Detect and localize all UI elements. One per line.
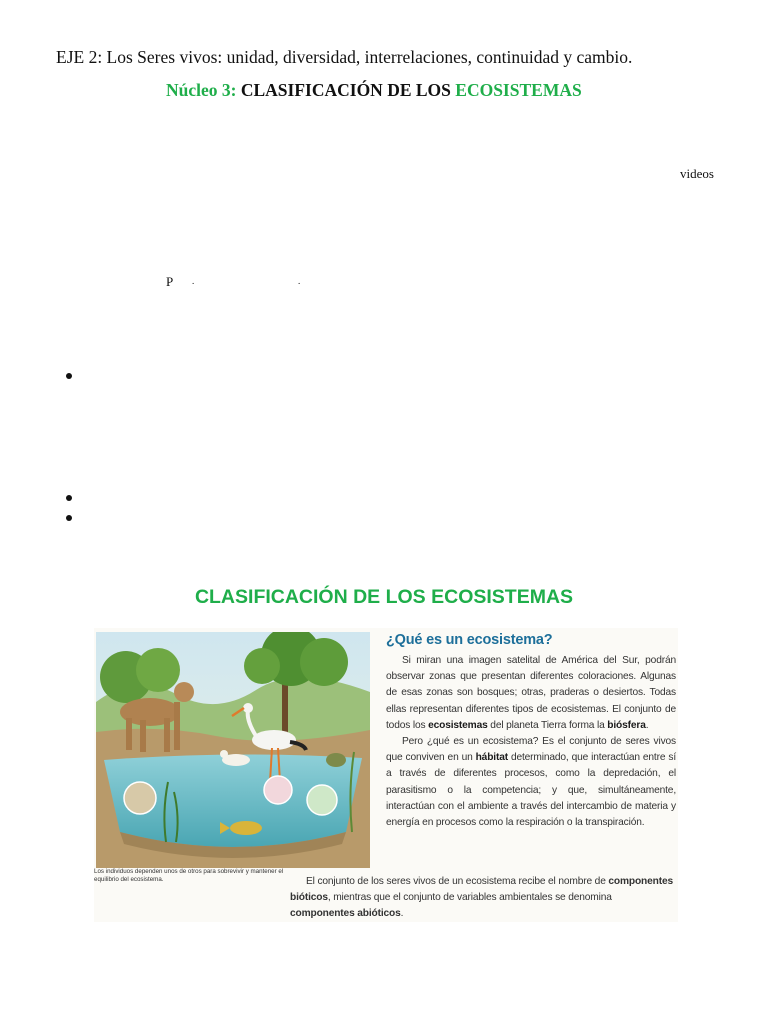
bold-term: componentes bióticos [290, 876, 673, 904]
text-run: . [645, 719, 649, 731]
scan-text-column [386, 632, 676, 831]
textbook-scan [94, 628, 678, 922]
bold-term: componentes abióticos [290, 908, 401, 920]
scan-paragraph [290, 874, 676, 922]
nucleo-title-green: ECOSISTEMAS [455, 80, 582, 100]
videos-fragment: videos [680, 166, 714, 181]
dot-fragment: . [192, 276, 195, 286]
scan-question-heading: ¿Qué es un ecosistema? [386, 632, 553, 648]
p-fragment: P [166, 274, 174, 289]
image-caption: Los individuos dependen unos de otros para sobrevivir y mantener el equilibrio del ecosistema. [94, 868, 284, 883]
bullet-point [66, 515, 72, 521]
bold-term: hábitat [475, 752, 508, 764]
scan-paragraph [386, 653, 676, 734]
bullet-point [66, 373, 72, 379]
text-run: del planeta Tierra forma la [487, 719, 608, 731]
nucleo-label: Núcleo 3: [166, 80, 237, 100]
scan-paragraph [386, 734, 676, 831]
eje-title: EJE 2: Los Seres vivos: unidad, diversidad, interrelaciones, continuidad y cambio. [56, 47, 633, 67]
nucleo-title [166, 80, 582, 101]
bullet-point [66, 495, 72, 501]
text-run: , mientras que el conjunto de variables ambientales se denomina [327, 892, 612, 904]
dot-fragment: . [298, 276, 301, 286]
bold-term: ecosistemas [428, 719, 488, 731]
ecosystem-illustration [96, 632, 370, 868]
text-run: determinado, que interactúan entre sí a través de diferentes procesos, como la depredación, el parasitismo o la competencia; y que, simultáneamente, interactúan con el ambiente a través del intercambio de materia y energía en procesos como la respiración o la transpiración. [386, 752, 676, 829]
text-run: Si miran una imagen satelital de América del Sur, podrán observar zonas que presentan diferentes coloraciones. Algunas de esas zonas son bosques; otras, praderas o desiertos. Todas ellas representan diferentes tipos de ecosistemas. El conjunto de todos los [386, 655, 676, 731]
section-heading: CLASIFICACIÓN DE LOS ECOSISTEMAS [194, 586, 574, 608]
text-run: Pero ¿qué es un ecosistema? Es el conjunto de seres vivos que conviven en un [386, 736, 676, 764]
bold-term: biósfera [607, 719, 646, 731]
text-run: El conjunto de los seres vivos de un ecosistema recibe el nombre de [306, 876, 609, 887]
nucleo-title-black: CLASIFICACIÓN DE LOS [240, 80, 451, 100]
text-run: . [400, 908, 404, 920]
